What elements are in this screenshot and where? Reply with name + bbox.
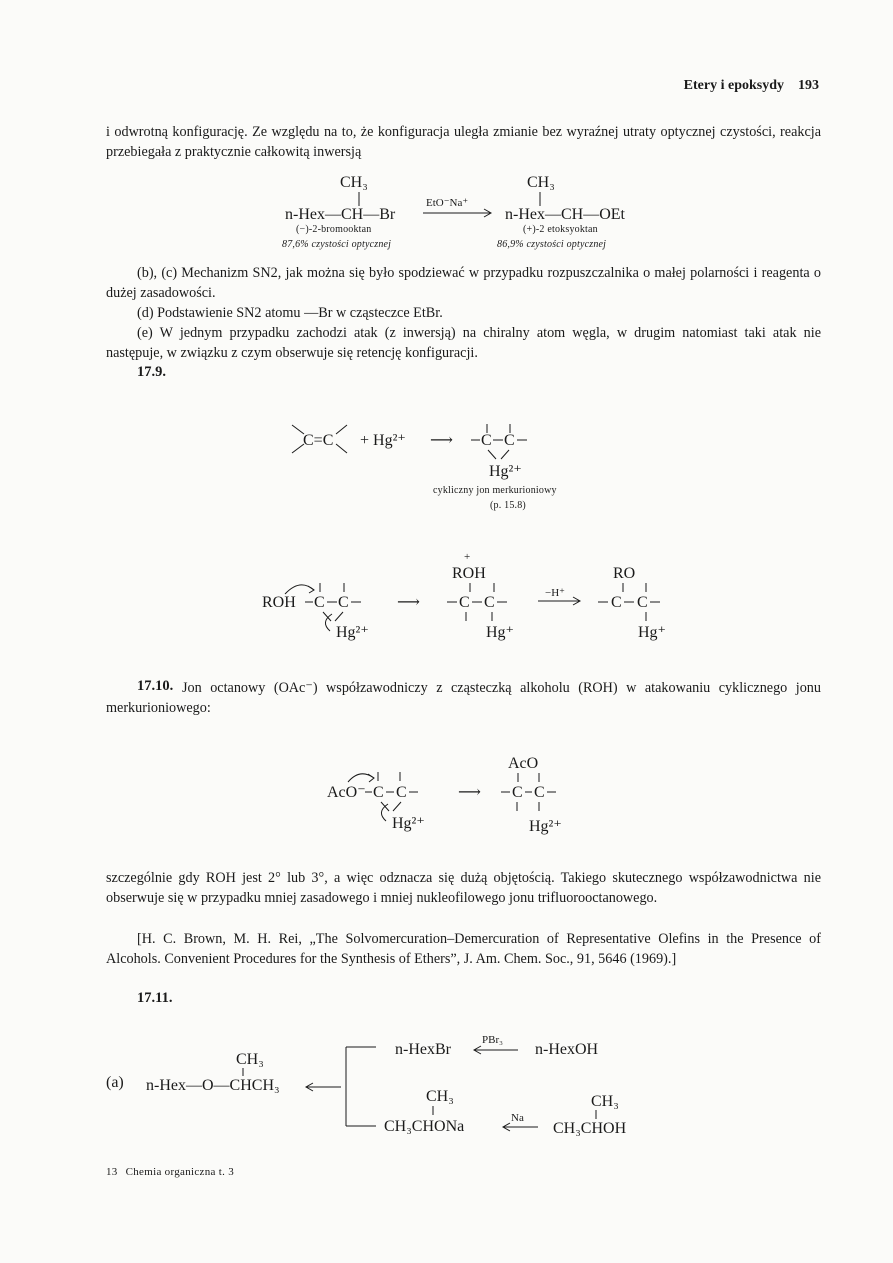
s3-right-c1: C [611, 594, 622, 611]
s5-top-reagent: n-HexBr [395, 1041, 451, 1058]
s3-plus: + [464, 551, 471, 563]
section-17-9: 17.9. [137, 364, 166, 380]
s5-na: Na [511, 1112, 524, 1124]
s3-mid-c1: C [459, 594, 470, 611]
s3-arrow-1: ⟶ [397, 594, 420, 611]
s2-c2: C [504, 432, 515, 449]
s5-ch3-b1: CH₃ [426, 1088, 454, 1105]
paragraph-e: (e) W jednym przypadku zachodzi atak (z inwersją) na chiralny atom węgla, w drugim natomiast taki atak nie następuje, w związku z czym obserwuje się retencję konfiguracji. [106, 325, 821, 361]
paragraph-b-c: (b), (c) Mechanizm SN2, jak można się było spodziewać w przypadku rozpuszczalnika o małej polarności i reagenta o dużej zasadowości. [106, 265, 821, 301]
paragraph-intro: i odwrotną konfigurację. Ze względu na to, że konfiguracja uległa zmianie bez wyraźnej utraty optycznej czystości, reakcja przebiegała z praktycznie całkowitą inwersją [106, 124, 821, 160]
s3-hg-right: Hg⁺ [638, 624, 666, 641]
s4-right-c1: C [512, 784, 523, 801]
s2-c1: C [481, 432, 492, 449]
s3-roh-top: ROH [452, 565, 486, 582]
s4-hg-left: Hg²⁺ [392, 815, 425, 832]
s5-ether: n-Hex—O—CHCH₃ [146, 1077, 280, 1094]
s1-reagent: EtO⁻Na⁺ [426, 197, 469, 209]
s3-c1: C [314, 594, 325, 611]
running-title: Etery i epoksydy [683, 78, 784, 93]
s3-hg-left: Hg²⁺ [336, 624, 369, 641]
footer-text: Chemia organiczna t. 3 [125, 1166, 235, 1178]
s5-top-start: n-HexOH [535, 1041, 599, 1058]
footer [106, 1166, 234, 1178]
s2-plus-hg: + Hg²⁺ [360, 432, 406, 449]
s1-left-formula: n-Hex—CH—Br [285, 206, 396, 223]
paragraph-continuation: szczególnie gdy ROH jest 2° lub 3°, a więc odznacza się dużą objętością. Takiego skutecznego współzawodnictwa nie obserwuje się w przypadku mniej zasadowego i mniej nukleofilowego jonu trifluorooctanowego. [106, 870, 821, 906]
s3-c2: C [338, 594, 349, 611]
s1-right-ch3: CH₃ [527, 174, 555, 191]
page-number: 193 [798, 78, 819, 93]
s3-roh: ROH [262, 594, 296, 611]
s1-right-formula: n-Hex—CH—OEt [505, 206, 625, 223]
s2-ion-hg: Hg²⁺ [489, 463, 522, 480]
s4-c2: C [396, 784, 407, 801]
s2-caption-2: (p. 15.8) [490, 500, 526, 511]
section-17-10: 17.10. [137, 678, 174, 694]
s1-left-name: (−)-2-bromooktan [296, 224, 372, 235]
s1-right-purity: 86,9% czystości optycznej [497, 239, 607, 250]
footer-number: 13 [106, 1166, 118, 1178]
s5-ch3: CH₃ [236, 1051, 264, 1068]
s1-right-name: (+)-2 etoksyoktan [523, 224, 598, 235]
s4-c1: C [373, 784, 384, 801]
s3-ro-top: RO [613, 565, 636, 582]
s4-hg-right: Hg²⁺ [529, 818, 562, 835]
s4-arrow: ⟶ [458, 784, 481, 801]
s3-mid-c2: C [484, 594, 495, 611]
s4-aco-top: AcO [508, 755, 539, 772]
s4-right-c2: C [534, 784, 545, 801]
s3-right-c2: C [637, 594, 648, 611]
paragraph-d: (d) Podstawienie SN2 atomu —Br w cząsteczce EtBr. [137, 305, 443, 321]
s3-minus-h: −H⁺ [545, 587, 565, 599]
s5-bottom-reagent: CH₃CHONa [384, 1118, 465, 1135]
s4-aco-minus: AcO⁻ [327, 784, 366, 801]
s2-alkene: C=C [303, 432, 334, 449]
s1-left-ch3: CH₃ [340, 174, 368, 191]
paragraph-17-10: Jon octanowy (OAc⁻) współzawodniczy z cząsteczką alkoholu (ROH) w atakowaniu cyklicznego jonu merkurioniowego: [106, 680, 821, 716]
s5-ch3-b2: CH₃ [591, 1093, 619, 1110]
paragraph-reference: [H. C. Brown, M. H. Rei, „The Solvomercuration–Demercuration of Representative Olefins in the Presence of Alcohols. Convenient Procedures for the Synthesis of Ethers”, J. Am. Chem. Soc., 91, 5646 (1969).] [106, 931, 821, 967]
s5-bottom-start: CH₃CHOH [553, 1120, 627, 1137]
s3-hg-mid: Hg⁺ [486, 624, 514, 641]
s1-left-purity: 87,6% czystości optycznej [282, 239, 392, 250]
s5-label: (a) [106, 1074, 124, 1091]
s2-arrow: ⟶ [430, 432, 453, 449]
s2-caption-1: cykliczny jon merkurioniowy [433, 485, 557, 496]
s5-pbr3: PBr₃ [482, 1034, 503, 1046]
section-17-11: 17.11. [137, 990, 173, 1006]
